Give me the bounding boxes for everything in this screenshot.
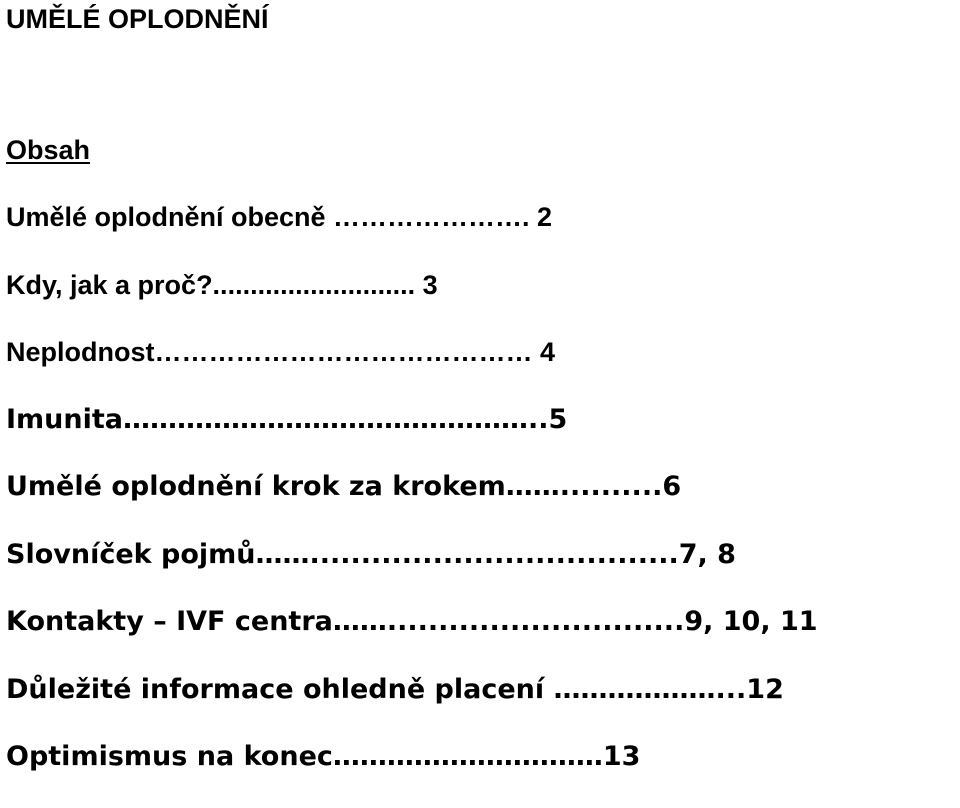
toc-entry (6, 673, 818, 707)
toc-entry-text: Optimismus na konec…………………………13 (6, 741, 641, 772)
toc-entry-text: Umělé oplodnění obecně …………………. 2 (6, 202, 553, 232)
toc-entry-text: Důležité informace ohledně placení ………………...12 (6, 673, 784, 705)
toc-entry (6, 740, 818, 774)
toc-entry-text: Neplodnost…………………………………… 4 (6, 337, 556, 367)
table-of-contents (6, 200, 818, 808)
toc-entry (6, 470, 818, 504)
toc-entry (6, 268, 818, 302)
toc-entry (6, 538, 818, 572)
toc-entry-text: Imunita………………………………………..5 (6, 403, 568, 435)
toc-entry (6, 403, 818, 437)
document-title: UMĚLÉ OPLODNĚNÍ (6, 4, 269, 34)
toc-entry-text: Kdy, jak a proč?........................... 3 (6, 269, 438, 300)
toc-entry-text: Kontakty – IVF centra…….............................9, 10, 11 (6, 606, 818, 637)
toc-heading: Obsah (6, 135, 91, 165)
toc-entry-text: Slovníček pojmů……....................................7, 8 (6, 538, 736, 570)
toc-entry-text: Umělé oplodnění krok za krokem……..........6 (6, 471, 682, 502)
toc-entry (6, 605, 818, 639)
toc-entry (6, 335, 818, 369)
toc-entry (6, 200, 818, 234)
